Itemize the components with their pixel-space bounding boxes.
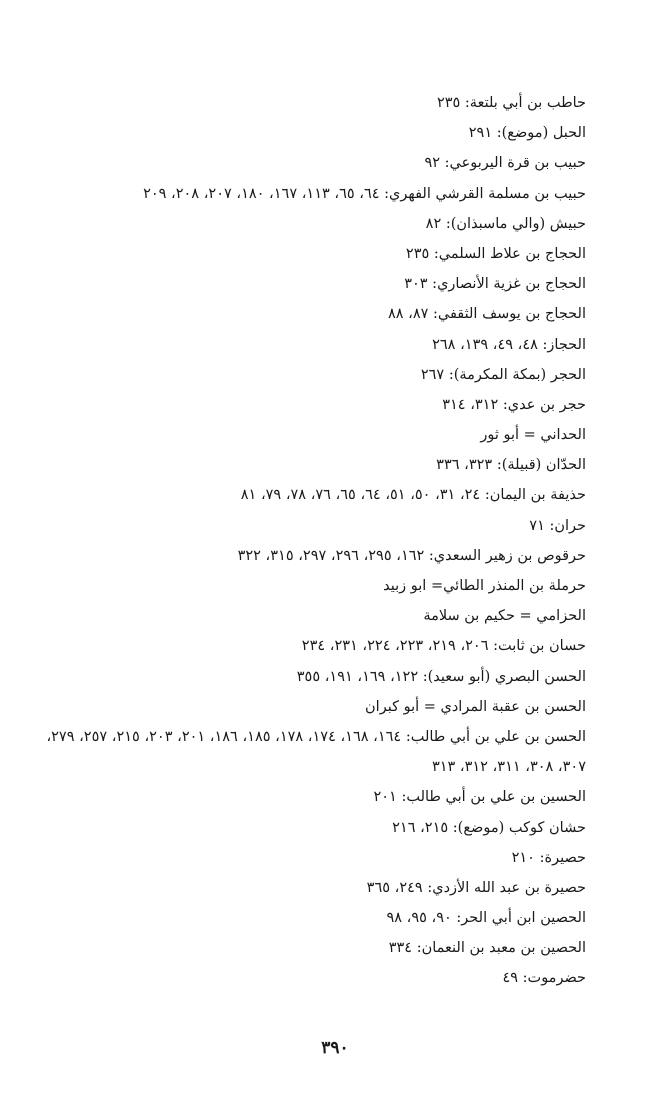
- index-entry-list: [26, 88, 586, 994]
- index-entry: حبيش (والي ماسبذان): ٨٢: [425, 215, 586, 232]
- index-entry: الحجاج بن علاط السلمي: ٢٣٥: [405, 245, 586, 262]
- index-entry: الحجر (بمكة المكرمة): ٢٦٧: [420, 366, 586, 383]
- index-entry: حجر بن عدي: ٣١٢، ٣١٤: [442, 396, 586, 413]
- index-entry: حذيفة بن اليمان: ٢٤، ٣١، ٥٠، ٥١، ٦٤، ٦٥، ٧٦، ٧٨، ٧٩، ٨١: [240, 487, 586, 504]
- index-entry: الحجاج بن غزية الأنصاري: ٣٠٣: [404, 276, 586, 293]
- index-entry: حصيرة بن عبد الله الأزدي: ٢٤٩، ٣٦٥: [366, 879, 586, 896]
- index-entry: حضرموت: ٤٩: [502, 970, 586, 987]
- index-entry: الحسين بن علي بن أبي طالب: ٢٠١: [373, 789, 586, 806]
- index-entry: الحبل (موضع): ٢٩١: [468, 125, 586, 142]
- index-entry: الحدّان (قبيلة): ٣٢٣، ٣٣٦: [436, 457, 586, 474]
- index-entry: الحسن بن عقبة المرادي = أبو كبران: [365, 698, 586, 715]
- index-entry: حرملة بن المنذر الطائي= ابو زبيد: [383, 578, 586, 594]
- index-entry: حران: ٧١: [529, 517, 586, 534]
- index-entry: الحجاز: ٤٨، ٤٩، ١٣٩، ٢٦٨: [432, 336, 586, 353]
- index-entry: الحداني = أبو ثور: [480, 427, 586, 444]
- index-entry: حصيرة: ٢١٠: [511, 849, 586, 866]
- index-entry: حشان كوكب (موضع): ٢١٥، ٢١٦: [392, 819, 586, 836]
- index-entry: الحجاج بن يوسف الثقفي: ٨٧، ٨٨: [387, 306, 586, 323]
- index-entry: الحصين ابن أبي الحر: ٩٠، ٩٥، ٩٨: [386, 910, 586, 927]
- index-entry: حاطب بن أبي بلتعة: ٢٣٥: [436, 95, 586, 111]
- index-entry: حبيب بن مسلمة القرشي الفهري: ٦٤، ٦٥، ١١٣، ١٦٧، ١٨٠، ٢٠٧، ٢٠٨، ٢٠٩: [143, 185, 586, 202]
- index-entry: حرقوص بن زهير السعدي: ١٦٢، ٢٩٥، ٢٩٦، ٢٩٧، ٣١٥، ٣٢٢: [237, 547, 586, 564]
- index-entry: حبيب بن قرة اليربوعي: ٩٢: [424, 155, 586, 172]
- index-entry: الحصين بن معبد بن النعمان: ٣٣٤: [388, 940, 586, 957]
- index-entry: الحسن بن علي بن أبي طالب: ١٦٤، ١٦٨، ١٧٤، ١٧٨، ١٨٥، ١٨٦، ٢٠١، ٢٠٣، ٢١٥، ٢٥٧، ٢٧٩، ٣٠٧، ٣٠٨، ٣١١، ٣١٢، ٣١٣: [46, 728, 586, 776]
- index-entry: حسان بن ثابت: ٢٠٦، ٢١٩، ٢٢٣، ٢٢٤، ٢٣١، ٢٣٤: [301, 638, 586, 655]
- index-entry: الحزامي = حكيم بن سلامة: [423, 608, 586, 625]
- index-entry: الحسن البصري (أبو سعيد): ١٢٢، ١٦٩، ١٩١، ٣٥٥: [296, 668, 586, 685]
- page-number: ٣٩٠: [321, 1038, 349, 1058]
